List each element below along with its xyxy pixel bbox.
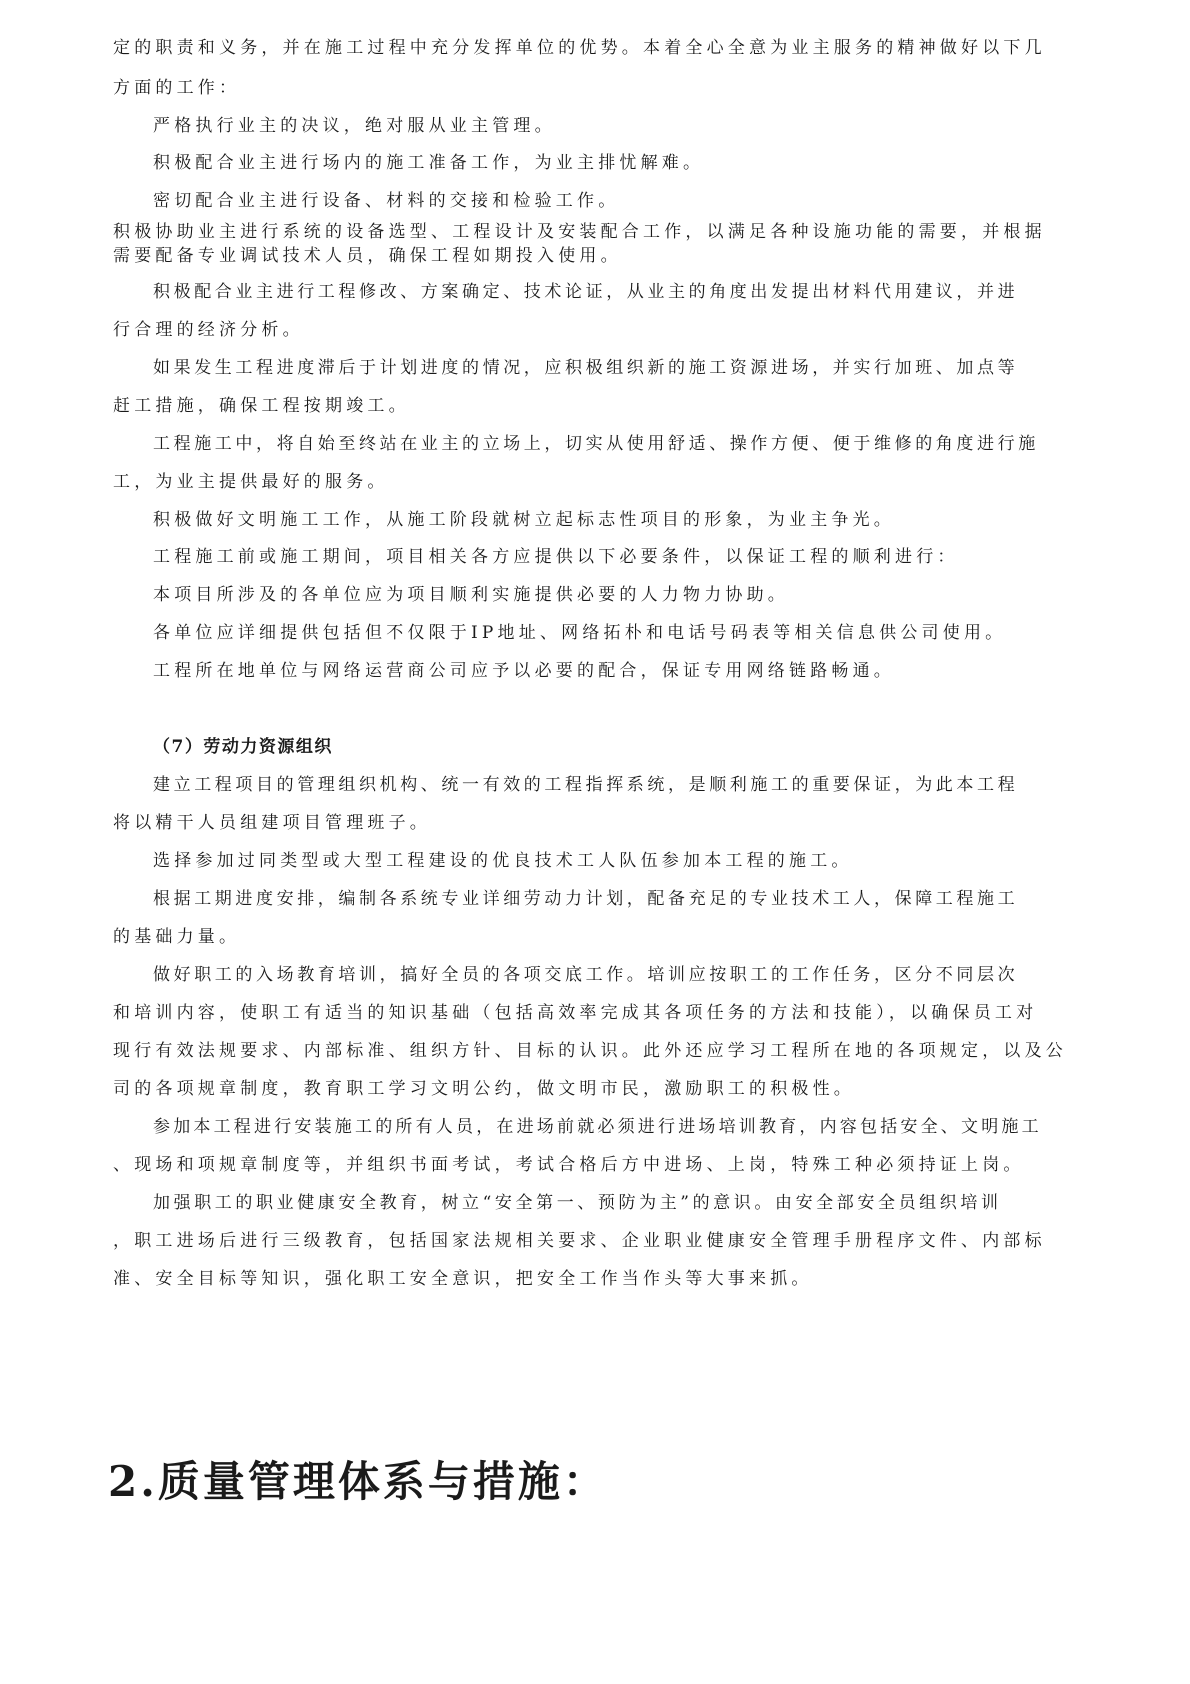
paragraph-standpoint-line-1: 工程施工中，将自始至终站在业主的立场上，切实从使用舒适、操作方便、便于维修的角度进行施 — [153, 434, 1039, 454]
paragraph-unit-assistance: 本项目所涉及的各单位应为项目顺利实施提供必要的人力物力协助。 — [153, 585, 789, 605]
paragraph-training-line-3: 现行有效法规要求、内部标准、组织方针、目标的认识。此外还应学习工程所在地的各项规定，以及公 — [113, 1041, 1067, 1061]
paragraph-training-line-2: 和培训内容，使职工有适当的知识基础（包括高效率完成其各项任务的方法和技能），以确保员工对 — [113, 1003, 1038, 1023]
paragraph-training-line-1: 做好职工的入场教育培训，搞好全员的各项交底工作。培训应按职工的工作任务，区分不同层次 — [153, 965, 1019, 985]
section-heading-quality-management: 2.质量管理体系与措施： — [108, 1457, 608, 1506]
paragraph-health-safety-line-3: 准、安全目标等知识，强化职工安全意识，把安全工作当作头等大事来抓。 — [113, 1269, 813, 1289]
paragraph-delay-line-1: 如果发生工程进度滞后于计划进度的情况，应积极组织新的施工资源进场，并实行加班、加点等 — [153, 358, 1019, 378]
paragraph-labor-plan-line-2: 的基础力量。 — [113, 927, 241, 947]
paragraph-assist-line-1: 积极协助业主进行系统的设备选型、工程设计及安装配合工作，以满足各种设施功能的需要，并根据 — [113, 222, 1046, 242]
subheading-labor-resources: （7）劳动力资源组织 — [153, 737, 333, 757]
paragraph-select-workers: 选择参加过同类型或大型工程建设的优良技术工人队伍参加本工程的施工。 — [153, 851, 853, 871]
paragraph-site-preparation: 积极配合业主进行场内的施工准备工作，为业主排忧解难。 — [153, 153, 705, 173]
paragraph-personnel-line-1: 参加本工程进行安装施工的所有人员，在进场前就必须进行进场培训教育，内容包括安全、文明施工 — [153, 1117, 1042, 1137]
paragraph-delay-line-2: 赶工措施，确保工程按期竣工。 — [113, 396, 410, 416]
paragraph-intro-line-2: 方面的工作： — [113, 78, 241, 98]
paragraph-modify-line-2: 行合理的经济分析。 — [113, 320, 304, 340]
paragraph-personnel-line-2: 、现场和项规章制度等，并组织书面考试，考试合格后方中进场、上岗，特殊工种必须持证上岗。 — [113, 1155, 1025, 1175]
paragraph-network-cooperation: 工程所在地单位与网络运营商公司应予以必要的配合，保证专用网络链路畅通。 — [153, 661, 895, 681]
paragraph-necessary-conditions: 工程施工前或施工期间，项目相关各方应提供以下必要条件，以保证工程的顺利进行： — [153, 547, 959, 567]
paragraph-intro-line-1: 定的职责和义务，并在施工过程中充分发挥单位的优势。本着全心全意为业主服务的精神做好以下几 — [113, 38, 1046, 58]
paragraph-assist-line-2: 需要配备专业调试技术人员，确保工程如期投入使用。 — [113, 246, 622, 266]
paragraph-provide-information: 各单位应详细提供包括但不仅限于IP地址、网络拓朴和电话号码表等相关信息供公司使用。 — [153, 623, 1007, 643]
paragraph-health-safety-line-1: 加强职工的职业健康安全教育，树立“安全第一、预防为主”的意识。由安全部安全员组织培训 — [153, 1193, 1002, 1213]
paragraph-training-line-4: 司的各项规章制度，教育职工学习文明公约，做文明市民，激励职工的积极性。 — [113, 1079, 855, 1099]
paragraph-organization-line-1: 建立工程项目的管理组织机构、统一有效的工程指挥系统，是顺利施工的重要保证，为此本工程 — [153, 775, 1019, 795]
paragraph-equipment-handover: 密切配合业主进行设备、材料的交接和检验工作。 — [153, 191, 620, 211]
paragraph-execute-decisions: 严格执行业主的决议，绝对服从业主管理。 — [153, 116, 556, 136]
paragraph-health-safety-line-2: ，职工进场后进行三级教育，包括国家法规相关要求、企业职业健康安全管理手册程序文件、内部标 — [113, 1231, 1046, 1251]
paragraph-modify-line-1: 积极配合业主进行工程修改、方案确定、技术论证，从业主的角度出发提出材料代用建议，并进 — [153, 282, 1019, 302]
paragraph-civilized-construction: 积极做好文明施工工作，从施工阶段就树立起标志性项目的形象，为业主争光。 — [153, 510, 895, 530]
paragraph-labor-plan-line-1: 根据工期进度安排，编制各系统专业详细劳动力计划，配备充足的专业技术工人，保障工程施工 — [153, 889, 1019, 909]
paragraph-standpoint-line-2: 工，为业主提供最好的服务。 — [113, 472, 389, 492]
paragraph-organization-line-2: 将以精干人员组建项目管理班子。 — [113, 813, 431, 833]
